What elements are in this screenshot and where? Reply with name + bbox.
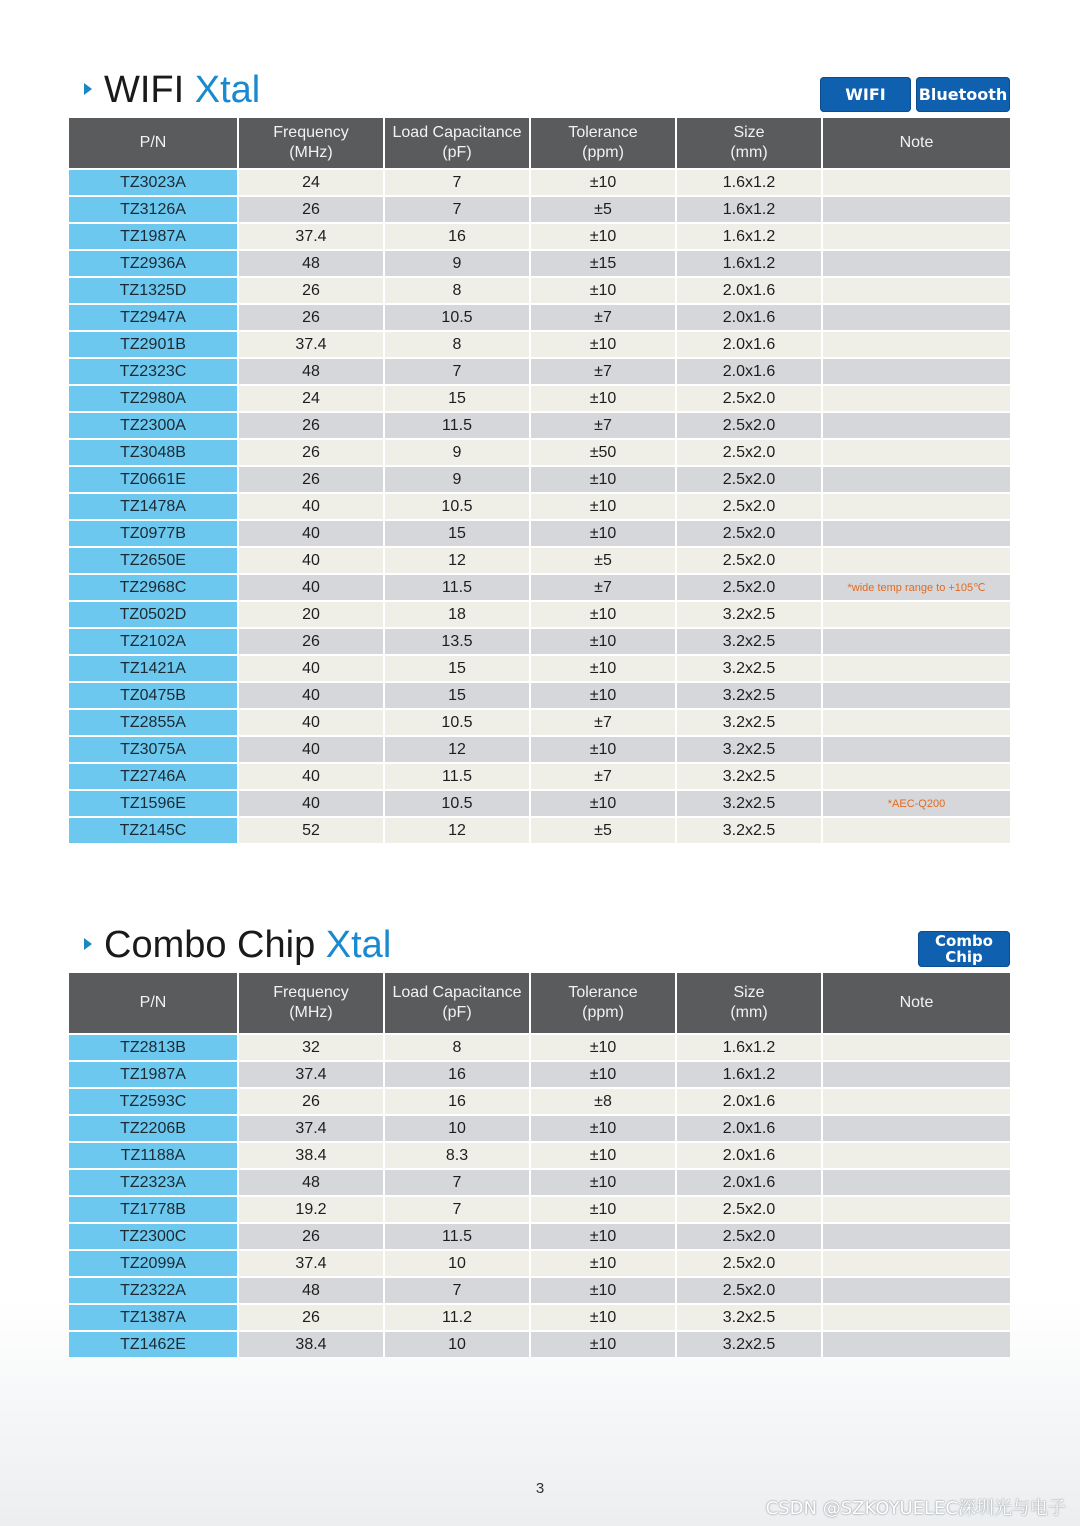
size-cell: 3.2x2.5 [676, 817, 822, 843]
load-capacitance-cell: 11.5 [384, 1223, 530, 1250]
load-capacitance-cell: 10 [384, 1331, 530, 1357]
part-number-cell: TZ2323C [69, 358, 238, 385]
table-row [69, 1034, 1010, 1061]
part-number-cell: TZ1478A [69, 493, 238, 520]
wifi-section-title [84, 70, 260, 110]
part-number-cell: TZ2813B [69, 1034, 238, 1061]
note-cell [822, 358, 1010, 385]
frequency-cell: 40 [238, 763, 384, 790]
frequency-cell: 48 [238, 1277, 384, 1304]
table-row [69, 709, 1010, 736]
size-cell: 1.6x1.2 [676, 1061, 822, 1088]
load-capacitance-cell: 11.5 [384, 412, 530, 439]
size-cell: 2.0x1.6 [676, 1142, 822, 1169]
table-row [69, 493, 1010, 520]
header-tolerance: Tolerance (ppm) [530, 118, 676, 169]
table-row [69, 277, 1010, 304]
note-cell [822, 736, 1010, 763]
page-number: 3 [535, 1480, 545, 1497]
part-number-cell: TZ0502D [69, 601, 238, 628]
part-number-cell: TZ3126A [69, 196, 238, 223]
note-cell [822, 817, 1010, 843]
load-capacitance-cell: 16 [384, 223, 530, 250]
tolerance-cell: ±10 [530, 1034, 676, 1061]
caret-right-icon [84, 83, 92, 95]
size-cell: 2.0x1.6 [676, 1088, 822, 1115]
load-capacitance-cell: 11.2 [384, 1304, 530, 1331]
note-cell [822, 1331, 1010, 1357]
size-cell: 1.6x1.2 [676, 1034, 822, 1061]
note-cell [822, 412, 1010, 439]
note-cell [822, 520, 1010, 547]
tolerance-cell: ±10 [530, 385, 676, 412]
note-cell: *wide temp range to +105℃ [822, 574, 1010, 601]
part-number-cell: TZ1325D [69, 277, 238, 304]
part-number-cell: TZ0661E [69, 466, 238, 493]
tolerance-cell: ±7 [530, 412, 676, 439]
load-capacitance-cell: 10.5 [384, 304, 530, 331]
table-row [69, 1250, 1010, 1277]
size-cell: 2.5x2.0 [676, 574, 822, 601]
size-cell: 2.5x2.0 [676, 466, 822, 493]
frequency-cell: 26 [238, 277, 384, 304]
note-cell [822, 1277, 1010, 1304]
size-cell: 3.2x2.5 [676, 601, 822, 628]
frequency-cell: 26 [238, 196, 384, 223]
load-capacitance-cell: 16 [384, 1061, 530, 1088]
part-number-cell: TZ2102A [69, 628, 238, 655]
part-number-cell: TZ2968C [69, 574, 238, 601]
tolerance-cell: ±10 [530, 331, 676, 358]
part-number-cell: TZ2936A [69, 250, 238, 277]
tolerance-cell: ±10 [530, 1250, 676, 1277]
part-number-cell: TZ2323A [69, 1169, 238, 1196]
tolerance-cell: ±10 [530, 1196, 676, 1223]
frequency-cell: 37.4 [238, 1250, 384, 1277]
part-number-cell: TZ2145C [69, 817, 238, 843]
part-number-cell: TZ2901B [69, 331, 238, 358]
part-number-cell: TZ0977B [69, 520, 238, 547]
load-capacitance-cell: 10.5 [384, 493, 530, 520]
size-cell: 3.2x2.5 [676, 628, 822, 655]
size-cell: 2.0x1.6 [676, 358, 822, 385]
table-row [69, 358, 1010, 385]
part-number-cell: TZ2206B [69, 1115, 238, 1142]
load-capacitance-cell: 13.5 [384, 628, 530, 655]
frequency-cell: 37.4 [238, 331, 384, 358]
part-number-cell: TZ2980A [69, 385, 238, 412]
size-cell: 3.2x2.5 [676, 1331, 822, 1357]
note-cell: *AEC-Q200 [822, 790, 1010, 817]
size-cell: 3.2x2.5 [676, 682, 822, 709]
part-number-cell: TZ2746A [69, 763, 238, 790]
table-row [69, 1196, 1010, 1223]
part-number-cell: TZ2947A [69, 304, 238, 331]
part-number-cell: TZ3023A [69, 169, 238, 196]
note-cell [822, 196, 1010, 223]
frequency-cell: 24 [238, 169, 384, 196]
load-capacitance-cell: 15 [384, 385, 530, 412]
part-number-cell: TZ1421A [69, 655, 238, 682]
note-cell [822, 682, 1010, 709]
tolerance-cell: ±10 [530, 628, 676, 655]
note-cell [822, 304, 1010, 331]
tolerance-cell: ±10 [530, 1115, 676, 1142]
header-size: Size (mm) [676, 118, 822, 169]
header-frequency: Frequency (MHz) [238, 973, 384, 1034]
size-cell: 2.5x2.0 [676, 1196, 822, 1223]
frequency-cell: 26 [238, 304, 384, 331]
frequency-cell: 26 [238, 1304, 384, 1331]
load-capacitance-cell: 8 [384, 277, 530, 304]
tolerance-cell: ±10 [530, 1277, 676, 1304]
combo-section-title [84, 925, 391, 965]
part-number-cell: TZ2593C [69, 1088, 238, 1115]
title-main: Combo Chip [104, 924, 316, 966]
note-cell [822, 655, 1010, 682]
note-cell [822, 1088, 1010, 1115]
note-cell [822, 763, 1010, 790]
tolerance-cell: ±7 [530, 574, 676, 601]
frequency-cell: 37.4 [238, 1061, 384, 1088]
load-capacitance-cell: 10 [384, 1115, 530, 1142]
frequency-cell: 40 [238, 493, 384, 520]
part-number-cell: TZ1987A [69, 1061, 238, 1088]
note-cell [822, 493, 1010, 520]
table-row [69, 763, 1010, 790]
part-number-cell: TZ2650E [69, 547, 238, 574]
size-cell: 1.6x1.2 [676, 169, 822, 196]
size-cell: 2.0x1.6 [676, 1115, 822, 1142]
header-pn: P/N [69, 973, 238, 1034]
tolerance-cell: ±10 [530, 682, 676, 709]
tolerance-cell: ±5 [530, 817, 676, 843]
caret-right-icon [84, 938, 92, 950]
tolerance-cell: ±7 [530, 763, 676, 790]
note-cell [822, 628, 1010, 655]
load-capacitance-cell: 8 [384, 1034, 530, 1061]
table-row [69, 223, 1010, 250]
header-tolerance: Tolerance (ppm) [530, 973, 676, 1034]
frequency-cell: 32 [238, 1034, 384, 1061]
tolerance-cell: ±10 [530, 1169, 676, 1196]
note-cell [822, 1196, 1010, 1223]
size-cell: 2.5x2.0 [676, 412, 822, 439]
table-row [69, 439, 1010, 466]
frequency-cell: 40 [238, 709, 384, 736]
frequency-cell: 26 [238, 412, 384, 439]
load-capacitance-cell: 7 [384, 169, 530, 196]
size-cell: 1.6x1.2 [676, 250, 822, 277]
tolerance-cell: ±10 [530, 655, 676, 682]
frequency-cell: 20 [238, 601, 384, 628]
tolerance-cell: ±10 [530, 1061, 676, 1088]
frequency-cell: 40 [238, 574, 384, 601]
part-number-cell: TZ2099A [69, 1250, 238, 1277]
note-cell [822, 1061, 1010, 1088]
note-cell [822, 1169, 1010, 1196]
table-row [69, 412, 1010, 439]
combo-chip-xtal-table [69, 973, 1010, 1357]
tolerance-cell: ±10 [530, 169, 676, 196]
note-cell [822, 601, 1010, 628]
title-main: WIFI [104, 69, 185, 111]
tolerance-cell: ±10 [530, 601, 676, 628]
table-row [69, 790, 1010, 817]
part-number-cell: TZ1462E [69, 1331, 238, 1357]
frequency-cell: 40 [238, 736, 384, 763]
note-cell [822, 1304, 1010, 1331]
table-row [69, 250, 1010, 277]
tolerance-cell: ±10 [530, 790, 676, 817]
note-cell [822, 1142, 1010, 1169]
part-number-cell: TZ3075A [69, 736, 238, 763]
table-row [69, 1169, 1010, 1196]
size-cell: 2.5x2.0 [676, 1250, 822, 1277]
header-note: Note [822, 118, 1010, 169]
frequency-cell: 26 [238, 628, 384, 655]
frequency-cell: 38.4 [238, 1142, 384, 1169]
tolerance-cell: ±10 [530, 1331, 676, 1357]
table-header-row [69, 118, 1010, 169]
table-row [69, 1142, 1010, 1169]
table-row [69, 1331, 1010, 1357]
tolerance-cell: ±10 [530, 466, 676, 493]
table-row [69, 466, 1010, 493]
load-capacitance-cell: 7 [384, 1196, 530, 1223]
load-capacitance-cell: 12 [384, 736, 530, 763]
note-cell [822, 439, 1010, 466]
combo-chip-badge: Combo Chip [918, 931, 1010, 967]
table-row [69, 628, 1010, 655]
load-capacitance-cell: 12 [384, 817, 530, 843]
table-row [69, 1277, 1010, 1304]
part-number-cell: TZ2300C [69, 1223, 238, 1250]
header-size: Size (mm) [676, 973, 822, 1034]
part-number-cell: TZ1188A [69, 1142, 238, 1169]
size-cell: 2.5x2.0 [676, 520, 822, 547]
load-capacitance-cell: 10 [384, 1250, 530, 1277]
load-capacitance-cell: 7 [384, 196, 530, 223]
size-cell: 3.2x2.5 [676, 1304, 822, 1331]
load-capacitance-cell: 11.5 [384, 574, 530, 601]
load-capacitance-cell: 18 [384, 601, 530, 628]
note-cell [822, 331, 1010, 358]
note-cell [822, 223, 1010, 250]
table-row [69, 601, 1010, 628]
part-number-cell: TZ1596E [69, 790, 238, 817]
note-cell [822, 1034, 1010, 1061]
table-row [69, 574, 1010, 601]
wifi-badge: WIFI [820, 77, 911, 112]
title-accent: Xtal [194, 69, 261, 111]
table-row [69, 547, 1010, 574]
note-cell [822, 466, 1010, 493]
header-load-capacitance: Load Capacitance (pF) [384, 118, 530, 169]
note-cell [822, 1115, 1010, 1142]
size-cell: 3.2x2.5 [676, 709, 822, 736]
table-row [69, 520, 1010, 547]
frequency-cell: 40 [238, 790, 384, 817]
load-capacitance-cell: 8 [384, 331, 530, 358]
load-capacitance-cell: 10.5 [384, 790, 530, 817]
size-cell: 2.0x1.6 [676, 331, 822, 358]
size-cell: 3.2x2.5 [676, 790, 822, 817]
frequency-cell: 48 [238, 1169, 384, 1196]
table-row [69, 1304, 1010, 1331]
frequency-cell: 26 [238, 439, 384, 466]
size-cell: 1.6x1.2 [676, 196, 822, 223]
part-number-cell: TZ0475B [69, 682, 238, 709]
note-cell [822, 169, 1010, 196]
load-capacitance-cell: 11.5 [384, 763, 530, 790]
note-cell [822, 547, 1010, 574]
tolerance-cell: ±7 [530, 709, 676, 736]
header-load-capacitance: Load Capacitance (pF) [384, 973, 530, 1034]
frequency-cell: 26 [238, 466, 384, 493]
tolerance-cell: ±10 [530, 277, 676, 304]
header-frequency: Frequency (MHz) [238, 118, 384, 169]
size-cell: 2.5x2.0 [676, 1277, 822, 1304]
frequency-cell: 19.2 [238, 1196, 384, 1223]
wifi-xtal-table [69, 118, 1010, 843]
frequency-cell: 40 [238, 682, 384, 709]
load-capacitance-cell: 9 [384, 439, 530, 466]
table-row [69, 736, 1010, 763]
frequency-cell: 26 [238, 1223, 384, 1250]
frequency-cell: 38.4 [238, 1331, 384, 1357]
load-capacitance-cell: 15 [384, 520, 530, 547]
table-row [69, 385, 1010, 412]
frequency-cell: 40 [238, 547, 384, 574]
size-cell: 3.2x2.5 [676, 763, 822, 790]
tolerance-cell: ±10 [530, 1304, 676, 1331]
size-cell: 2.5x2.0 [676, 439, 822, 466]
part-number-cell: TZ2855A [69, 709, 238, 736]
table-row [69, 1223, 1010, 1250]
size-cell: 2.5x2.0 [676, 547, 822, 574]
load-capacitance-cell: 10.5 [384, 709, 530, 736]
table-row [69, 196, 1010, 223]
table-row [69, 682, 1010, 709]
size-cell: 3.2x2.5 [676, 736, 822, 763]
frequency-cell: 48 [238, 250, 384, 277]
table-row [69, 331, 1010, 358]
frequency-cell: 24 [238, 385, 384, 412]
load-capacitance-cell: 9 [384, 466, 530, 493]
frequency-cell: 37.4 [238, 223, 384, 250]
size-cell: 1.6x1.2 [676, 223, 822, 250]
bluetooth-badge: Bluetooth [916, 77, 1010, 112]
tolerance-cell: ±10 [530, 1142, 676, 1169]
size-cell: 3.2x2.5 [676, 655, 822, 682]
load-capacitance-cell: 16 [384, 1088, 530, 1115]
tolerance-cell: ±10 [530, 736, 676, 763]
size-cell: 2.0x1.6 [676, 277, 822, 304]
frequency-cell: 40 [238, 655, 384, 682]
note-cell [822, 250, 1010, 277]
frequency-cell: 37.4 [238, 1115, 384, 1142]
table-row [69, 304, 1010, 331]
load-capacitance-cell: 9 [384, 250, 530, 277]
load-capacitance-cell: 15 [384, 655, 530, 682]
note-cell [822, 709, 1010, 736]
tolerance-cell: ±10 [530, 520, 676, 547]
tolerance-cell: ±7 [530, 358, 676, 385]
note-cell [822, 1250, 1010, 1277]
tolerance-cell: ±10 [530, 1223, 676, 1250]
load-capacitance-cell: 12 [384, 547, 530, 574]
size-cell: 2.5x2.0 [676, 493, 822, 520]
note-cell [822, 277, 1010, 304]
title-accent: Xtal [325, 924, 392, 966]
frequency-cell: 40 [238, 520, 384, 547]
table-row [69, 655, 1010, 682]
table-row [69, 169, 1010, 196]
table-row [69, 1088, 1010, 1115]
part-number-cell: TZ1987A [69, 223, 238, 250]
header-pn: P/N [69, 118, 238, 169]
note-cell [822, 1223, 1010, 1250]
tolerance-cell: ±10 [530, 223, 676, 250]
tolerance-cell: ±8 [530, 1088, 676, 1115]
load-capacitance-cell: 7 [384, 358, 530, 385]
tolerance-cell: ±5 [530, 196, 676, 223]
part-number-cell: TZ2300A [69, 412, 238, 439]
tolerance-cell: ±7 [530, 304, 676, 331]
frequency-cell: 48 [238, 358, 384, 385]
load-capacitance-cell: 7 [384, 1277, 530, 1304]
table-row [69, 1115, 1010, 1142]
header-note: Note [822, 973, 1010, 1034]
table-row [69, 1061, 1010, 1088]
watermark: CSDN @SZKOYUELEC深圳光与电子 [765, 1498, 1066, 1519]
part-number-cell: TZ3048B [69, 439, 238, 466]
load-capacitance-cell: 8.3 [384, 1142, 530, 1169]
load-capacitance-cell: 7 [384, 1169, 530, 1196]
part-number-cell: TZ2322A [69, 1277, 238, 1304]
size-cell: 2.5x2.0 [676, 1223, 822, 1250]
tolerance-cell: ±5 [530, 547, 676, 574]
part-number-cell: TZ1778B [69, 1196, 238, 1223]
tolerance-cell: ±50 [530, 439, 676, 466]
size-cell: 2.0x1.6 [676, 304, 822, 331]
tolerance-cell: ±10 [530, 493, 676, 520]
frequency-cell: 26 [238, 1088, 384, 1115]
table-header-row [69, 973, 1010, 1034]
size-cell: 2.5x2.0 [676, 385, 822, 412]
size-cell: 2.0x1.6 [676, 1169, 822, 1196]
part-number-cell: TZ1387A [69, 1304, 238, 1331]
load-capacitance-cell: 15 [384, 682, 530, 709]
tolerance-cell: ±15 [530, 250, 676, 277]
table-row [69, 817, 1010, 843]
frequency-cell: 52 [238, 817, 384, 843]
note-cell [822, 385, 1010, 412]
